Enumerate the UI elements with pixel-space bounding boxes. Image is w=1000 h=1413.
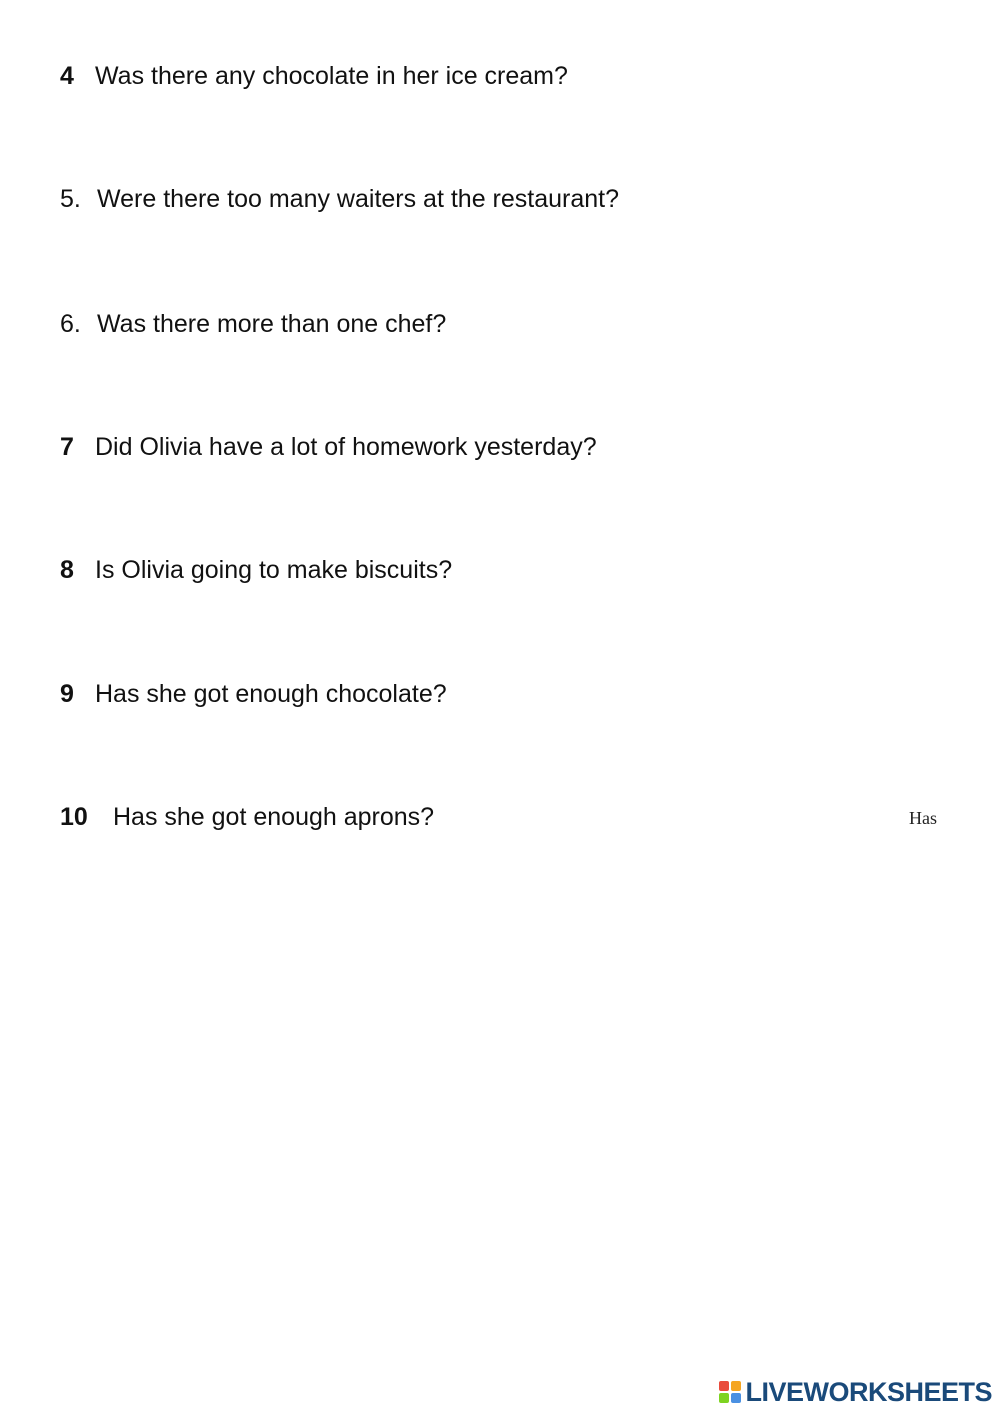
question-7 [60,432,597,462]
question-number: 7 [60,433,74,461]
question-text: Was there any chocolate in her ice cream? [95,62,568,90]
question-text: Has she got enough aprons? [113,803,435,831]
question-number: 4 [60,62,74,90]
question-5 [60,184,619,214]
answer-input-10[interactable] [905,806,973,830]
logo-mark-icon [719,1381,741,1403]
question-8 [60,555,452,585]
question-number: 6. [60,310,81,338]
logo-square [719,1393,729,1403]
logo-text: LIVEWORKSHEETS [745,1376,992,1407]
logo-square [731,1393,741,1403]
question-number: 9 [60,680,74,708]
question-text: Has she got enough chocolate? [95,680,447,708]
question-number: 5. [60,185,81,213]
logo-square [731,1381,741,1391]
question-number: 8 [60,556,74,584]
question-6 [60,309,446,339]
question-text: Is Olivia going to make biscuits? [95,556,453,584]
question-text: Were there too many waiters at the restaurant? [97,185,620,213]
question-text: Did Olivia have a lot of homework yesterday? [95,433,597,461]
question-10 [60,802,434,832]
logo-square [719,1381,729,1391]
question-number: 10 [60,803,88,831]
question-9 [60,679,447,709]
question-4 [60,61,568,91]
question-text: Was there more than one chef? [97,310,447,338]
liveworksheets-logo [719,1377,992,1407]
